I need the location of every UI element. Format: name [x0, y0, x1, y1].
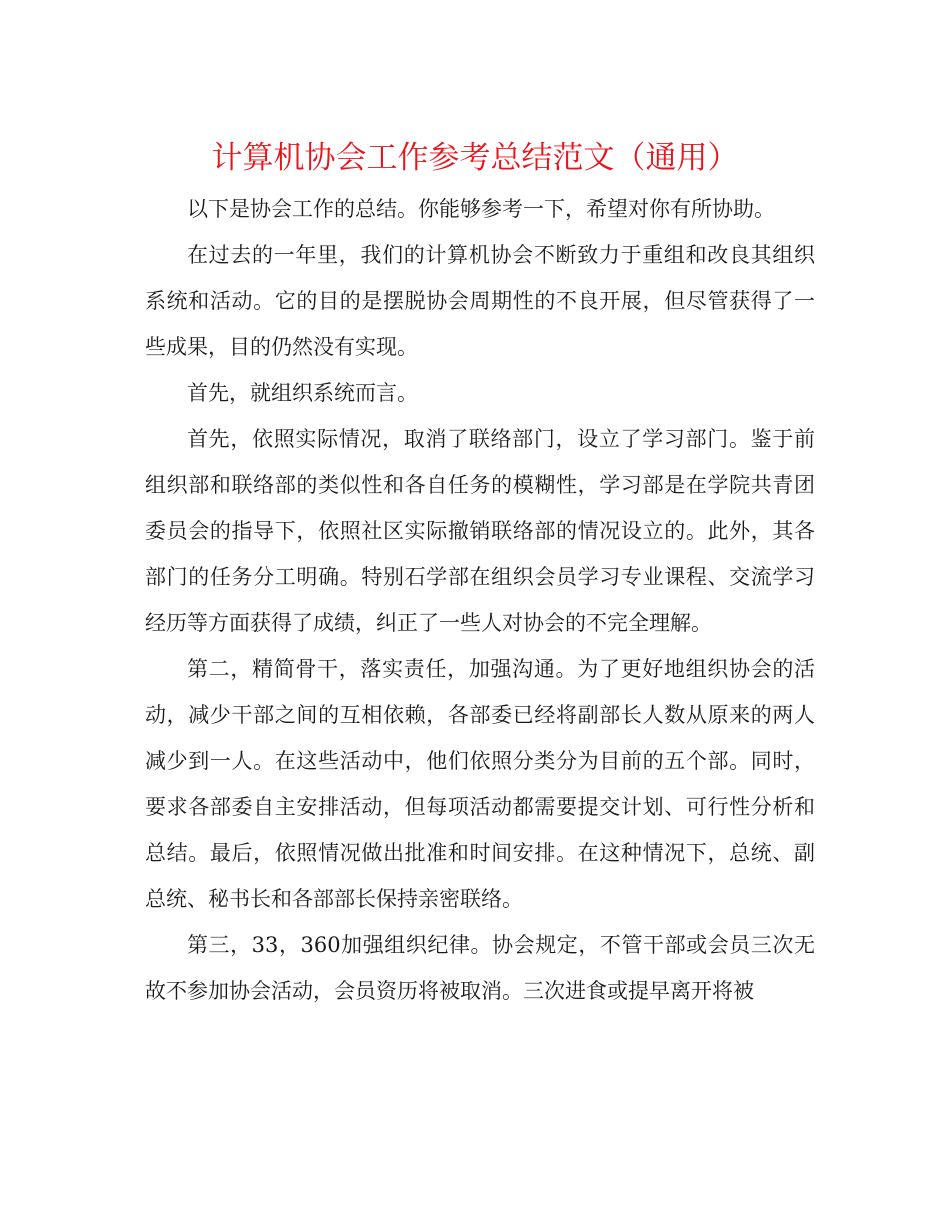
- paragraph-second-point: 第二，精简骨干，落实责任，加强沟通。为了更好地组织协会的活动，减少干部之间的互相依赖，各部委已经将副部长人数从原来的两人减少到一人。在这些活动中，他们依照分类分为目前的五个部。同时，要求各部委自主安排活动，但每项活动都需要提交计划、可行性分析和总结。最后，依照情况做出批准和时间安排。在这种情况下，总统、副总统、秘书长和各部部长保持亲密联络。: [145, 657, 815, 911]
- paragraph-first-point: 首先，依照实际情况，取消了联络部门，设立了学习部门。鉴于前组织部和联络部的类似性和各自任务的模糊性，学习部是在学院共青团委员会的指导下，依照社区实际撤销联络部的情况设立的。此外，其各部门的任务分工明确。特别石学部在组织会员学习专业课程、交流学习经历等方面获得了成绩，纠正了一些人对协会的不完全理解。: [145, 427, 815, 635]
- paragraph-third-point: 第三，33，360加强组织纪律。协会规定，不管干部或会员三次无故不参加协会活动，会员资历将被取消。三次进食或提早离开将被: [145, 933, 815, 1003]
- document-title: 计算机协会工作参考总结范文（通用）: [211, 140, 739, 176]
- paragraph-org-system: 首先，就组织系统而言。: [187, 381, 418, 405]
- paragraph-overview: 在过去的一年里，我们的计算机协会不断致力于重组和改良其组织系统和活动。它的目的是摆脱协会周期性的不良开展，但尽管获得了一些成果，目的仍然没有实现。: [145, 243, 815, 359]
- paragraph-intro: 以下是协会工作的总结。你能够参考一下，希望对你有所协助。: [187, 197, 775, 221]
- document-body: [145, 186, 815, 1014]
